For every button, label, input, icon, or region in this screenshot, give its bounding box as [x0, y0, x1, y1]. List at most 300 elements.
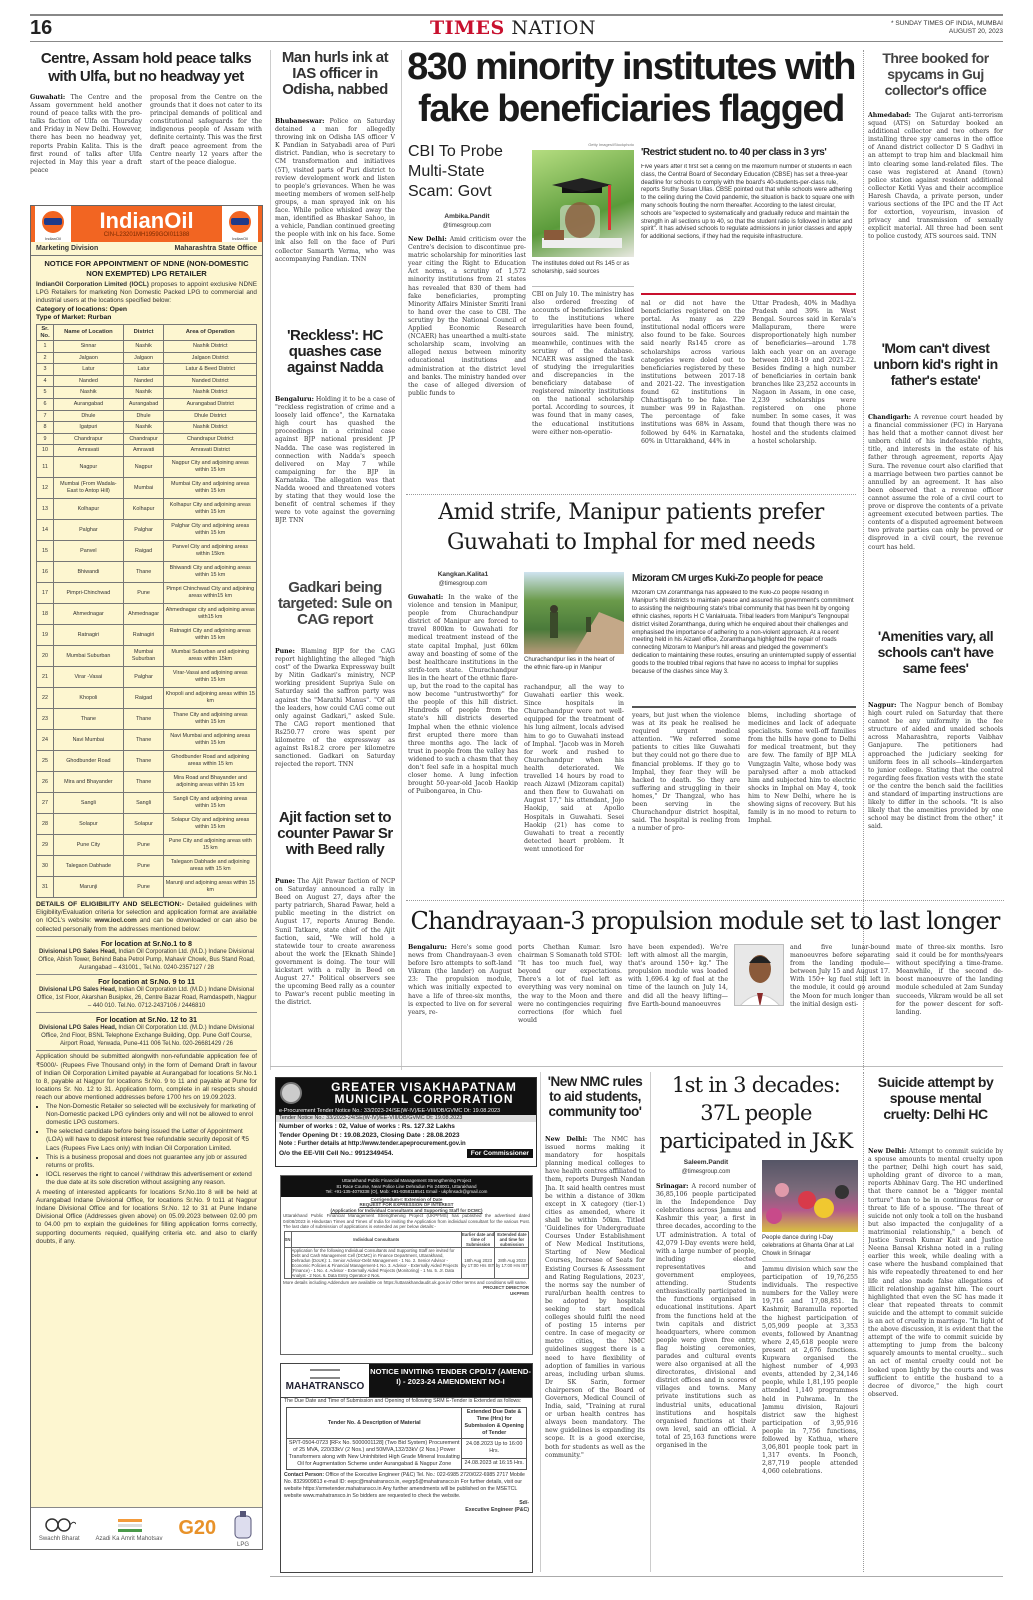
headline-minority: 830 minority institutes with fake beneficiaries flagged: [407, 46, 855, 130]
byline-jk: Saleem.Pandit @timesgroup.com: [681, 1159, 731, 1175]
iocl-meeting: A meeting of interested applicants for locations Sr.No.1to 8 will be held at Aurangabad Indane Divisional Office, for locations Sr.No. 9 to11 at Nagpur Indane Divisional Office and for locations Sr.No. 12 to 31 at Pune Indane Divisional Office (Addresses given above) on 05.09.2023 between 02.00 pm to 04.00 pm to explain the guidelines for filling application forms correctly, supporting documents requied, qualifying criteria etc. and also to clarify doubts, if any.: [36, 1188, 257, 1245]
table-cell: 7: [37, 410, 54, 422]
gvmc-title2: MUNICIPAL CORPORATION: [334, 1092, 514, 1106]
gvmc-note: Note : Further details at http://www.tender.apeprocurement.gov.in: [279, 1141, 466, 1147]
table-cell: Khopoli and adjoining areas within 15 km: [164, 687, 257, 708]
photo-caption-minority: The institutes doled out Rs 145 cr as scholarship, said sources: [532, 261, 630, 275]
subhead-minority: CBI To Probe Multi-State Scam: Govt: [408, 143, 503, 200]
table-cell: Ahmednagar city and adjoining areas with15 km: [164, 603, 257, 624]
soldiers-on-road-image: [524, 572, 624, 654]
table-cell: 31: [37, 876, 54, 897]
table-cell: Palghar: [54, 519, 124, 540]
table-row: [37, 708, 257, 729]
edition-name: * SUNDAY TIMES OF INDIA, MUMBAI: [891, 20, 1003, 27]
table-cell: Pune: [123, 582, 164, 603]
gvmc-works: Number of works : 02, Value of works : Rs. 127.32 Lakhs: [279, 1123, 455, 1130]
photo-credit: Getty Images/iStockphoto: [588, 142, 634, 147]
article-minority-col1: New Delhi: Amid criticism over the Centre's decision to discontinue pre-matric scholarship for minorities last year citing the Right to Education Act norms, a scrutiny of 1,572 minority institutions from 21 states has revealed that 830 of them had fake beneficiaries, prompting Minority Affairs Minister Smriti Irani to hand over the case to CBI. The scrutiny by the National Council of Applied Economic Research (NCAER) has unearthed a multi-state scholarship scam, involving an alleged nexus between minority educational institutions and administration at the district level and banks. The ministry handed over the case of alleged diversion of public funds to: [408, 236, 526, 397]
portrait-image: [735, 945, 784, 1006]
mahatransco-sign2: Executive Engineer (P&C): [465, 1507, 529, 1513]
table-cell: Panvel City and adjoining areas within 15km: [164, 540, 257, 561]
table-cell: Ratnagiri: [54, 624, 124, 645]
table-header: Area of Operation: [164, 325, 257, 341]
iocl-division: Marketing Division: [36, 245, 99, 252]
table-row: [37, 364, 257, 376]
indianoil-logo-icon: [226, 208, 254, 236]
waves-icon: [310, 1369, 340, 1379]
article-nmc: New Delhi: The NMC has issued norms making it mandatory for hospitals planning medical colleges to have health centres affiliated to them, reports Durgesh Nandan Jha. It said health centres must be within a distance of 30km except in X category (tier-1) cities as amended, where it shall be within 50km. Titled 'Guidelines for Undergraduate Courses Under Establishment of New Medical Institutions, Starting of New Medical Courses, Increase of Seats for Existing Courses & Assessment and Rating Regulations, 2023', the norms say the number of rural/urban health centres to be adopted by hospitals seeking to start medical colleges should fulfil the need of posting 15 interns per centre. In case of megacity or metro cities, the NMC guidelines suggest there is a need to have flexibility of adoption of families in various areas, including urban slums. Dr SK Sarin, former chairperson of the Board of Governors, Medical Council of India, said, "Training at rural or urban health centres has always been mandatory. The new guidelines is expanding its scope. It is a good exercise, both for students as well as the community.": [545, 1136, 645, 1459]
table-cell: Aurangabad: [54, 398, 124, 410]
dateline: Guwahati:: [30, 94, 66, 101]
table-cell: Latur: [54, 364, 124, 376]
table-cell: Dhule: [123, 410, 164, 422]
iocl-market: Type of Market: Rurban: [36, 313, 112, 321]
table-cell: Chandrapur: [54, 433, 124, 445]
table-cell: Thane: [123, 729, 164, 750]
table-cell: Solapur City and adjoining areas within 15 km: [164, 813, 257, 834]
table-row: [37, 729, 257, 750]
byline-manipur: Kangkan.Kalita1 @timesgroup.com: [437, 571, 489, 587]
table-cell: Mumbai City and adjoining areas within 15 km: [164, 477, 257, 498]
article-ajit: Pune: The Ajit Pawar faction of NCP on Saturday announced a rally in Beed on August 27, days after the party patriarch, Sharad Pawar, held a public meeting in the district on August 17, reports Anurag Bende. Sunil Tatkare, state chief of the Ajit faction, said, "We will hold a statewide tour to create awareness about the work the [Eknath Shinde] government is doing. The tour will kickstart with a rally in Beed on August 27." Political observers see the upcoming Beed rally as a counter to Pawar's recent public meeting in the district.: [275, 878, 395, 1007]
table-cell: 6: [37, 398, 54, 410]
table-cell: Mumbai: [123, 477, 164, 498]
table-header: Sr. No.: [37, 325, 54, 341]
table-row: [37, 477, 257, 498]
iocl-header: [31, 206, 262, 242]
article-mizoram: Mizoram CM Zoramthanga has appealed to the Kuki-Zo people residing in Manipur's hill districts to maintain peace and assured his government's commitment to assisting the neighbouring state's tribal community that has been hit by ongoing ethnic clashes, reports H C Vanlalruata. Tribal leaders from Manipur's Tengnoupal district visited Zoramthanga, during which he enquired about their challenges and emphasised the importance of adhering to a non-violent approach. At a recent meeting held in his Aizawl office, Zoramthanga highlighted the repair of roads connecting Mizoram to Manipur's hill areas and pledged the government's dedication to maintaining these routes, ensuring an uninterrupted supply of essential goods to the troubled tribal regions that have no access to Imphal for supplies because of the clashes since May 3.: [632, 590, 856, 676]
condition-item: ▪ This is a business proposal and does not guarantee any job or assured returns or profits.: [46, 1154, 257, 1170]
table-cell: 4: [37, 375, 54, 387]
table-row: [37, 813, 257, 834]
table-row: [37, 792, 257, 813]
mahatransco-logo: MAHATRANSCO: [281, 1364, 369, 1397]
table-cell: 19: [37, 624, 54, 645]
table-cell: Pune City and adjoining areas with 15 km: [164, 834, 257, 855]
gvmc-tender-ad: [275, 1077, 537, 1167]
table-row: [37, 398, 257, 410]
caption-rule: [532, 286, 634, 287]
headline-chandrayaan: Chandrayaan-3 propulsion module set to last longer: [410, 907, 1000, 935]
body-text: The Centre and the Assam government held another round of peace talks with the pro-talks faction of Ulfa on Thursday and Friday in New Delhi. However, there has been no headway yet, reports Prabin Kalita. This is the first round of talks after Ulfa rejected in May this year a draft peace: [30, 94, 142, 174]
mahatransco-tender-ad: [280, 1363, 533, 1573]
table-row: [37, 410, 257, 422]
table-cell: Sangli: [123, 792, 164, 813]
table-cell: Dhule District: [164, 410, 257, 422]
photo-caption-jk: People dance during I-Day celebrations at Ghanta Ghar at Lal Chowk in Srinagar: [762, 1235, 854, 1257]
column-divider: [650, 1072, 651, 1572]
section-rule: [270, 1066, 1003, 1067]
table-cell: Talegaon Dabhade: [54, 855, 124, 876]
gvmc-dates: Tender Opening Dt : 19.08.2023, Closing Date : 28.08.2023: [279, 1132, 460, 1139]
table-cell: Sangli City and adjoining areas within 15 km: [164, 792, 257, 813]
table-row: [37, 582, 257, 603]
page-number: 16: [30, 17, 53, 39]
table-cell: 13: [37, 498, 54, 519]
table-cell: Sinnar: [54, 341, 124, 353]
isro-chairman-photo: [734, 944, 784, 1006]
table-cell: 8: [37, 422, 54, 434]
table-row: [37, 352, 257, 364]
headline-unborn: 'Mom can't divest unborn kid's right in father's estate': [873, 340, 998, 388]
azadi-ka-amrit-mahotsav-logo: Azadi Ka Amrit Mahotsav: [95, 1516, 162, 1542]
column-divider: [401, 50, 402, 1070]
table-cell: Ahmednagar: [54, 603, 124, 624]
iocl-footer-logos: [31, 1507, 262, 1549]
section-rule: [406, 900, 1004, 901]
table-cell: 22: [37, 687, 54, 708]
table-cell: Nagpur: [54, 456, 124, 477]
table-cell: Jalgaon: [123, 352, 164, 364]
table-row: [37, 341, 257, 353]
table-cell: 16: [37, 561, 54, 582]
article-manipur-col1: Guwahati: In the wake of the violence and tension in Manipur, people from Churachandpur district of Manipur are forced to travel 800km to Guwahati for medical treatment instead of the state capital Imphal, just 60km away and boasting of some of the best healthcare institutions in the strife-torn state. Churachandpur lies in the heart of the ethnic flare-up, but the road to the capital has now become "untrustworthy" for the people of this hill district. Hundreds of people from the state's hill districts deserted Imphal when the ethnic violence first erupted there more than three months ago. The lack of trust in people from the valley has widened to such a chasm that they don't feel safe in a hospital much closer home. A lung infection brought 50-year-old Jacob Haokip of Puibongarea, in Chu-: [408, 594, 518, 796]
article-manipur-col3: years, but just when the violence was at its peak he realised he required urgent medical attention. "We referred some patients to cities like Guwahati but they could not go there due to financial problems. If they go to Imphal, they fear they will be hacked to death. So they are suffering and struggling in their homes," Dr Thangzal, who has been serving in the Churachandpur district hospital, said. The hospital is reeling from a number of pro-: [632, 712, 740, 833]
table-header: Name of Location: [54, 325, 124, 341]
column-divider: [540, 1072, 541, 1572]
article-ulfa-col1: [30, 94, 142, 199]
table-row: [37, 624, 257, 645]
table-row: [37, 387, 257, 399]
table-cell: Jalgaon District: [164, 352, 257, 364]
table-cell: Panvel: [54, 540, 124, 561]
article-minority-col2: CBI on July 10. The ministry has also ordered freezing of accounts of beneficiaries linked to the institutions where irregularities have been found, sources said. The ministry, meanwhile, continues with the scrutiny of the database. NCAER was assigned the task of studying the irregularities and discrepancies in the beneficiary database of registered minority institutions on the national scholarship portal. According to sources, it was found that in many cases, the educational institutions were either non-operatio-: [532, 291, 634, 436]
table-cell: Nagpur: [123, 456, 164, 477]
article-gadkari: Pune: Blaming BJP for the CAG report highlighting the alleged "high cost" of the Dwarka Expressway built by Nitin Gadkari's ministry, NCP working president Supriya Sule on Saturday said the saffron party was against the "Marathi Manus". "Of all the leaders, how could CAG come out only against Gadkari," asked Sule. The CAG report mentioned that Rs250.77 crore was spent per kilometre of the expressway as against Rs18.2 crore per kilometre sanctioned. Gadkari on Saturday rejected the report. TNN: [275, 648, 395, 769]
table-cell: Solapur: [123, 813, 164, 834]
table-cell: Thane: [123, 561, 164, 582]
table-cell: Raigad: [123, 540, 164, 561]
table-cell: Amravati: [123, 445, 164, 457]
article-jk-col2: Jammu division which saw the participation of 19,76,255 individuals. The respective numbers for the Valley were 19,716 and 17,08,851. In Kashmir, Baramulla reported the highest participation of 5,05,909 people at 3,353 events, followed by Anantnag where 2,45,618 people were present at 2,676 functions. Kupwara organised the highest number of 4,993 events, attended by 2,34,146 people, while 1,81,195 people attended 1,140 programmes held in Pulwama. In the Jammu division, Rajouri district saw the highest participation of 3,95,916 people in 7,756 functions, followed by Kathua, where 3,06,801 people took part in 1,317 events. In Poonch, 2,87,719 people attended 4,060 celebrations.: [762, 1266, 858, 1476]
ukpfms-sign2: UKPFMS: [510, 1290, 529, 1296]
table-row: [37, 445, 257, 457]
article-manipur-col4: blems, including shortage of medicines and lack of adequate specialists. Some well-off families from the hills have gone to Delhi for medical treatment, but they are few. The family of BJP MLA Vungzagin Valte, whose body was paralysed after a mob attacked him and subjected him to electric shocks in Imphal on May 4, took him to New Delhi, where he is showing signs of recovery. But his family is in no mood to return to Imphal.: [748, 712, 856, 825]
table-cell: Talegaon Dabhade and adjoining areas with 15 km: [164, 855, 257, 876]
mahatransco-intro: The Due Date and Time of Submission and Opening of following SRM E-Tender is Extended as follows:: [284, 1398, 522, 1404]
table-cell: Navi Mumbai: [54, 729, 124, 750]
table-row: [37, 375, 257, 387]
table-cell: 27: [37, 792, 54, 813]
table-cell: 15: [37, 540, 54, 561]
indianoil-logo-icon: [39, 208, 67, 236]
gvmc-signoff: For Commissioner: [467, 1149, 533, 1158]
table-cell: Latur & Beed District: [164, 364, 257, 376]
table-cell: Mumbai Suburban and adjoining areas within 15km: [164, 645, 257, 666]
ukpfms-title3: (Application for Individual Consultants and Supporting Staff for DCMC): [330, 1207, 483, 1213]
table-row: [37, 687, 257, 708]
table-cell: Bhiwandi: [54, 561, 124, 582]
article-chandrayaan-col5: mate of three-six months. Isro said it could be for months/years without specifying a time-frame. Meanwhile, if the second de-boost manoeuvre of the landing module scheduled at 2am Sunday succeeds, Vikram would be all set for the power descent for soft-landing.: [896, 944, 1003, 1016]
table-cell: Dhule: [54, 410, 124, 422]
article-ulfa-col2: [150, 94, 262, 199]
article-manipur-col2: rachandpur, all the way to Guwahati earlier this week. Since hospitals in Churachandpur were not well-equipped for the treatment of his lung ailment, locals advised him to go to Guwahati instead of Imphal. "Jacob was in Moreh for work and rushed to Churachandpur when his health deteriorated. We travelled 14 hours by road to reach Aizawl (Mizoram capital) and then flew to Guwahati on August 17," his attendant, Jojo Haokip, said at Apollo Hospitals in Guwahati. Sesei Haokip (21) has come to Guwahati to treat a recently detected heart problem. It went unnoticed for: [524, 684, 624, 853]
table-row: [37, 855, 257, 876]
bottom-rule: [270, 1576, 1003, 1577]
table-cell: Pimpri-Chinchwad: [54, 582, 124, 603]
table-cell: Sangli: [54, 792, 124, 813]
table-row: [37, 540, 257, 561]
headline-spycams: Three booked for spycams in Guj collector's office: [882, 50, 989, 98]
iday-celebration-photo: [762, 1160, 858, 1232]
masthead-rule: [30, 41, 1003, 42]
table-cell: Kolhapur: [54, 498, 124, 519]
table-cell: 24: [37, 729, 54, 750]
table-cell: Ratnagiri City and adjoining areas within 15 km: [164, 624, 257, 645]
ukpfms-intro: Uttarakhand Public Financial Management Strengthening Project (UKPFMS) has published the advertised dated 04/08/2023 in Hindustan Times and Times of India for inviting the Application from individual consultant for the various Post. The last date of submission of applications is extended as per below details:-: [283, 1213, 530, 1229]
headline-cbse: 'Restrict student no. to 40 per class in 3 yrs': [641, 147, 827, 158]
ukpfms-title1: Corrigendum-I: Extension of Date: [370, 1196, 443, 1202]
iocl-cin: CIN-L23201MH1959GOI011388: [103, 232, 190, 238]
article-nadda: Bengaluru: Holding it to be a case of "reckless registration of crime and a loosely laid offence", the Karnataka high court has quashed the proceedings in a criminal case against BJP national president JP Nadda. The case was registered in connection with Nadda's speech delivered on May 7 while campaigning for the BJP in Karnataka. The allegation was that Nadda wooed and threatened voters by stating that they would lose the benefit of central schemes if they were to vote against the governing BJP. TNN: [275, 396, 395, 525]
table-cell: Solapur: [54, 813, 124, 834]
table-cell: Thane City and adjoining areas within 15 km: [164, 708, 257, 729]
article-cbse: Five years after it first set a ceiling on the maximum number of students in each class, the Central Board of Secondary Education (CBSE) has set a three-year deadline for schools to comply with the board's 40-students-per-class rule, reports Sruthy Susan Ullas. CBSE pointed out that while schools were adhering to the ceiling during the Covid pandemic, the situation is back to square one with many schools flouting the norm thereafter. According to the latest circular, schools are "expected to systematically and gradually reduce and maintain the strength in all sections up to 40, so that the student ratio is followed in letter and spirit". It has advised schools to regulate admissions in junior classes and apply for additional sections, if they had the requisite infrastructure.: [641, 164, 855, 241]
table-cell: Pune: [123, 834, 164, 855]
iocl-office: Maharashtra State Office: [174, 245, 257, 252]
table-cell: Marunji and adjoining areas within 15 km: [164, 876, 257, 897]
table-cell: Palghar City and adjoining areas within 15 km: [164, 519, 257, 540]
office-heading: For location at Sr.No.1 to 8: [36, 936, 257, 948]
gvmc-notice-line2: Tender Notice No.: 33/2023-24/SE(W-IV)/EE-VIII/DB/GVMC Dt: 19.08.2023: [276, 1115, 536, 1122]
edition-info: [891, 20, 1003, 36]
table-row: [37, 750, 257, 771]
office-address: Divisional LPG Sales Head, Indian Oil Corporation Ltd. (M.D.) Indane Divisional Office, 1st Floor, Akarshan Busiplex, 26, Centre Bazar Road, Ramdaspeth, Nagpur – 440 010. Tel.No. 0712-2437106 / 2446810: [36, 987, 257, 1010]
table-cell: Aurangabad District: [164, 398, 257, 410]
table-cell: 30: [37, 855, 54, 876]
mizoram-rule: [632, 706, 856, 708]
table-cell: Raigad: [123, 687, 164, 708]
table-row: [37, 498, 257, 519]
swachh-bharat-logo: Swachh Bharat: [39, 1516, 80, 1542]
section-rule: [406, 494, 856, 495]
headline-manipur: Amid strife, Manipur patients prefer Guwahati to Imphal for med needs: [438, 500, 824, 555]
table-cell: Thane: [54, 708, 124, 729]
table-cell: Marunji: [54, 876, 124, 897]
table-cell: Nagpur City and adjoining areas within 15 km: [164, 456, 257, 477]
table-row: [37, 422, 257, 434]
mahatransco-sign1: Sd/-: [519, 1500, 529, 1506]
table-cell: Nashik: [54, 387, 124, 399]
headline-nadda: 'Reckless': HC quashes case against Nadda: [286, 328, 384, 376]
iocl-intro: IndianOil Corporation Limited (IOCL) proposes to appoint exclusive NDNE LPG Retailers for marketing Non Domestic Packed LPG to commercial and industrial users at the locations specified below:: [36, 281, 257, 305]
dancing-crowd-image: [762, 1160, 858, 1232]
headline-jk: 1st in 3 decades: 37L people participated in J&K: [659, 1073, 853, 1153]
ukpfms-sign1: PROJECT DIRECTOR: [483, 1285, 529, 1290]
article-minority-col3: nal or did not have the beneficiaries registered on the portal. As many as 229 institutional nodal officers were also found to be fake. Sources said nearly Rs145 crore as scholarships across various categories were doled out to beneficiaries registered by these institutions between 2017-18 and 2021-22. The investigation found 62 institutions in Chhattisgarh to be fake. The number was 99 in Rajasthan. The percentage of fake institutions was 68% in Assam, followed by 64% in Karnataka, 60% in Uttarakhand, 44% in: [641, 300, 745, 445]
table-cell: Thane: [123, 750, 164, 771]
iocl-application: Application should be submitted alongwith non-refundable application fee of ₹5000/- (Rupees Five Thousand only) in the form of Demand Draft in favour of Indian Oil Corporation Limited payable at Aurangabad for locations Sr.No.1 to 8, payable at Nagpur for locations Sr.No. 9 to 11 and payable at Pune for locations Sr. No. 12 to 31. Application form, complete in all respects should reach our above mentioned addresses before 1700 hrs on 19.09.2023.: [36, 1050, 257, 1102]
office-address: Divisional LPG Sales Head, Indian Oil Corporation Ltd. (M.D.) Indane Divisional Office, Abish Tower, Behind Baba Petrol Pump, Mahavir Chowk, Bus Stand Road, Aurangabad – 431001., Tel.No. 0240-2357127 / 28: [38, 948, 255, 971]
ukpfms-table: SN Individual Consultants Earlier date and time of Submission Extended date and time for submission Application for the following Individual Consultants and Supporting Staff are invited for Debt and Cash Management Cell (DCMC) in Finance Department, Uttarakhand, Dehradun (DoUK): 1. Senior Advisor-Debt Management - 1 No. 2. Senior Advisor - Economic Policies & Financial Management-1 No. 3. Advisor - Externally Aided Projects (Finance) - 1 No. 4. Advisor - Externally Aided Projects (Monitoring) - 1 No. 5. Jr. Data Analyst - 2 Nos. 6. Data Entry Operator-2 Nos. 18th Aug 2023 by 17:00 Hrs IST 28th Aug 2023 by 17:00 Hrs IST: [284, 1231, 529, 1278]
table-cell: 5: [37, 387, 54, 399]
table-cell: Mumbai Suburban: [123, 645, 164, 666]
article-suicide: New Delhi: Attempt to commit suicide by a spouse amounts to mental cruelty upon the partner, Delhi high court has said, upholding grant of divorce to a man, reports Abhinav Garg. The HC underlined that there cannot be a "bigger mental torture" than to be in continuous fear or threat to life of a spouse. "The threat of suicide not only took a toll on the husband but also impacted the conjugality of a matrimonial relationship," a bench of Justice Suresh Kumar Kait and Justice Neena Bansal Krishna noted in a ruling earlier this week, while dealing with a case where the husband complained that his wife repeatedly threatened to end her life and also made false allegations of illicit relationship against him. The court highlighted that even the SC has made it clear that repeated threats to commit suicide and the attempt to commit suicide is an act of cruelty in marriage. "In light of the above discussion, it is evident that the attempt of the wife to commit suicide by attempting to jump from the balcony squarely amounts to mental cruelty... such an act of mental cruelty could not be looked upon lightly by the courts and was sufficient to entitle the husband to a decree of divorce," the high court observed.: [868, 1148, 1003, 1398]
table-cell: 21: [37, 666, 54, 687]
headline-nmc: 'New NMC rules to aid students, community too': [547, 1074, 643, 1119]
table-row: [37, 876, 257, 897]
locations-table: [36, 324, 257, 898]
table-cell: Khopoli: [54, 687, 124, 708]
iocl-advertisement: [30, 205, 263, 1550]
table-cell: Latur: [123, 364, 164, 376]
table-header: District: [123, 325, 164, 341]
table-cell: Mumbai (From Wadala-East to Antop Hill): [54, 477, 124, 498]
table-cell: 26: [37, 771, 54, 792]
lpg-cylinder-logo: LPG: [232, 1510, 254, 1548]
condition-item: ▪ The Non-Domestic Retailer so selected will be exclusively for marketing of Non-Domestic packed LPG cylinders only and will not be allowed to enrol domestic LPG customers.: [46, 1103, 257, 1128]
article-ink: Bhubaneswar: Police on Saturday detained a man for allegedly throwing ink on Odisha IAS officer V K Pandian in Satyabadi area of Puri district. Pandian, who is secretary to CM transformation and initiatives (5T), visited parts of Puri district to review development work and listen to people's grievances. When he was meeting members of women self-help groups, a man sprayed ink on his face. While police whisked away the man, identified as Bhaskar Sahoo, in a vehicle, Pandian continued greeting the people with ink on his face. Some ink also fell on the face of Puri collector Samarth Verma, who was accompanying Pandian. TNN: [275, 118, 395, 263]
iocl-eligibility: DETAILS OF ELIGIBILITY AND SELECTION:- Detailed guidelines with Eligibility/Evaluation criteria for selection and application format are available on IOCL's website: www.iocl.com and can be downloaded or can also be collected personally from the addresses mentioned below:: [36, 900, 258, 933]
article-chandrayaan-col2: ports Chethan Kumar. Isro chairman S Somanath told STOI: "It has too much fuel, way beyond our expectations. There's a lot of fuel left as everything was very nominal on the way to the Moon and there were no contingencies requiring corrections (for which fuel would: [518, 944, 622, 1024]
table-cell: Bhiwandi City and adjoining areas within 15 km: [164, 561, 257, 582]
office-heading: For location at Sr.No. 9 to 11: [36, 974, 257, 986]
table-cell: Igatpuri: [54, 422, 124, 434]
table-cell: Ghodbunder Road: [54, 750, 124, 771]
table-cell: Pune: [123, 855, 164, 876]
table-row: [37, 519, 257, 540]
table-cell: 11: [37, 456, 54, 477]
table-cell: Chandrapur: [123, 433, 164, 445]
table-cell: 23: [37, 708, 54, 729]
body-text: proposal from the Centre on the grounds that it does not cater to its principal demands of political and constitutional safeguards for the indigenous people of Assam with definite certainty. This was the first draft peace agreement from the Centre nearly 12 years after the start of the peace dialogue.: [150, 94, 262, 166]
column-divider: [863, 1072, 864, 1572]
table-cell: Amravati: [54, 445, 124, 457]
ukpfms-title2: REQUEST FOR EXPRESSION OF INTEREST: [359, 1202, 454, 1207]
top-rule: [30, 14, 1003, 16]
table-cell: Nanded: [54, 375, 124, 387]
table-row: [37, 645, 257, 666]
headline-ink: Man hurls ink at IAS officer in Odisha, nabbed: [281, 50, 389, 98]
scholarship-photo: [532, 150, 634, 257]
table-cell: Nashik: [123, 387, 164, 399]
table-row: [37, 456, 257, 477]
table-cell: Ahmednagar: [123, 603, 164, 624]
article-minority-col4: Uttar Pradesh, 40% in Madhya Pradesh and 39% in West Bengal. Sources said in Kerala's Mallapuram, there were disproportionately high number of beneficiaries—around 1.78 lakh each year on an average between 2018-19 and 2021-22. Besides finding a high number of beneficiaries in certain bank branches like 23,252 accounts in Nagaon in Assam, in one case, 2,239 scholarships were registered on one phone number. In some cases, it was found that though there was no hostel and the students claimed a hostel scholarship.: [752, 300, 856, 445]
section-nation: NATION: [511, 17, 596, 39]
iocl-brand: IndianOil: [99, 208, 194, 233]
table-cell: 20: [37, 645, 54, 666]
table-cell: Nashik District: [164, 387, 257, 399]
headline-fees: 'Amenities vary, all schools can't have same fees': [877, 628, 994, 676]
table-cell: 14: [37, 519, 54, 540]
article-chandrayaan-col3: have been expended). We're left with almost all the margin, that's around 150+ kg." The propulsion module was loaded with 1,696.4 kg of fuel at the time of the launch on July 14, and did all the heavy lifting—five Earth-bound manoeuvres: [628, 944, 728, 1008]
section-times: TIMES: [430, 17, 505, 39]
table-cell: Palghar: [123, 666, 164, 687]
table-cell: Navi Mumbai and adjoining areas within 15 km: [164, 729, 257, 750]
article-spycams: Ahmedabad: The Gujarat anti-terrorism squad (ATS) on Saturday booked an additional collector and two others for installing three spy cameras in the office of Anand district collector D S Gadhvi in an attempt to trap him and blackmail him into clearing some land-related files. The case was registered at Anand (town) police station against resident additional collector Ketki Vyas and their accomplice Haresh Chavda, a private person, under various sections of the IPC and the IT Act for extortion, voyeurism, invasion of privacy and transmission of sexually explicit material. All three had been sent to police custody, ATS sources said. TNN: [868, 112, 1003, 241]
ukpfms-contact: Tel: +91-135-4079338 (O), Mob: +91-9358118541 Email - ukpfmsadr@gmail.com: [325, 1189, 488, 1194]
table-cell: Virar-Vasai and adjoining areas within 15 km: [164, 666, 257, 687]
gvmc-title1: GREATER VISAKHAPATNAM: [331, 1080, 517, 1094]
table-cell: 18: [37, 603, 54, 624]
table-cell: Nanded: [123, 375, 164, 387]
ukpfms-address: 81 Race Course, Near Police Line Dehradun Pin 248001, Uttarakhand: [336, 1183, 477, 1189]
table-cell: Ghodbunder Road and adjoining areas within 15 km: [164, 750, 257, 771]
table-cell: Mira and Bhayander: [54, 771, 124, 792]
article-chandrayaan-col1: Bengaluru: Here's some good news from Chandrayaan-3 even before Isro attempts to soft-land Vikram (the lander) on August 23: The propulsion module, which was initially expected to have a life of three-six months, is expected to live on for several years, re-: [408, 944, 512, 1016]
churachandpur-photo: [524, 572, 624, 654]
edition-date: AUGUST 20, 2023: [948, 28, 1003, 35]
table-cell: Nashik District: [164, 341, 257, 353]
condition-item: ▪ The selected candidate before being issued the Letter of Appointment (LOA) will have to deposit interest free refundable security deposit of ₹5 Lacs (Rupees Five Lacs only) with Indian Oil Corporation Limited.: [46, 1128, 257, 1153]
table-cell: Chandrapur District: [164, 433, 257, 445]
article-jk-col1: Srinagar: A record number of 36,85,106 people participated in the Independence Day celebrations across Jammu and Kashmir this year, a first in three decades, according to the UT administration. A total of 42,079 I-Day events were held, with a large number of people, including elected representatives and government employees, attending. Students enthusiastically participated in the functions organised in educational institutions. Apart from the functions held at the twin capitals and district headquarters, where common people were given free entry, flag hoisting ceremonies, parades and cultural events were also organised at all the directorates, divisional and district offices and in scores of villages and towns. Many private institutions such as industrial units, educational institutions and hospitals organised functions at their own level, said an official. A total of 25,163 functions were organised in the: [656, 1183, 756, 1449]
iocl-offices: [36, 936, 257, 1049]
photo-caption-manipur: Churachandpur lies in the heart of the ethnic flare-up in Manipur: [524, 657, 615, 671]
table-cell: Kolhapur: [123, 498, 164, 519]
table-cell: 2: [37, 352, 54, 364]
table-row: [37, 603, 257, 624]
office-heading: For location at Sr.No. 12 to 31: [36, 1012, 257, 1024]
table-cell: Nashik: [123, 341, 164, 353]
g20-logo: G20: [178, 1517, 217, 1539]
ukpfms-org: Uttarakhand Public Financial Management Strengthening Project: [341, 1178, 472, 1183]
table-cell: 12: [37, 477, 54, 498]
table-cell: 25: [37, 750, 54, 771]
iocl-conditions: [46, 1103, 257, 1188]
headline-suicide: Suicide attempt by spouse mental cruelty: Delhi HC: [877, 1074, 994, 1122]
mahatransco-title: NOTICE INVITING TENDER CPD/17 (AMEND-I) - 2023-24 AMENDMENT NO-I: [369, 1364, 532, 1397]
table-row: [37, 666, 257, 687]
iocl-category: Category of locations: Open: [36, 305, 128, 313]
table-cell: Nashik District: [164, 422, 257, 434]
column-divider: [270, 50, 271, 1070]
headline-gadkari: Gadkari being targeted: Sule on CAG report: [277, 580, 392, 628]
table-cell: 29: [37, 834, 54, 855]
condition-item: ▪ IOCL reserves the right to cancel / withdraw this advertisement or extend the due date at its sole discretion without assigning any reason.: [46, 1171, 257, 1187]
byline-minority: Ambika.Pandit @timesgroup.com: [442, 213, 492, 229]
gvmc-notice-line: e-Procurement Tender Notice No.: 33/2023-24/SE(W-IV)/EE-VIII/DB/GVMC Dt: 19.08.2023: [276, 1108, 536, 1115]
table-cell: Nashik: [123, 422, 164, 434]
table-cell: Mira Road and Bhayander and adjoining areas within 15 km: [164, 771, 257, 792]
headline-ajit: Ajit faction set to counter Pawar Sr with Beed rally: [277, 810, 393, 858]
table-cell: 9: [37, 433, 54, 445]
cbse-red-rule: [641, 293, 856, 295]
table-cell: Mumbai Suburban: [54, 645, 124, 666]
table-cell: Palghar: [123, 519, 164, 540]
iocl-notice-title: NOTICE FOR APPOINTMENT OF NDNE (NON-DOMESTIC NON EXEMPTED) LPG RETAILER: [44, 259, 249, 278]
table-cell: 10: [37, 445, 54, 457]
table-cell: 17: [37, 582, 54, 603]
ukpfms-more: More details including Addendum are available on https://uttarakhandaudit.uk.gov.in/ Other terms and conditions will same.: [283, 1279, 528, 1285]
mahatransco-contact: Contact Person: Office of the Executive Engineer (P&C) Tel. No.: 022-6985 2720/022-6985 2717 Mobile No. 8329909813 e-mail ID: eepc@mahatransco.in, eegrp5@mahatransco.in For further details, visit our website https://srmetender.mahatransco.in Any further amendments will be published on the MSETCL website www.mahatransco.in So bidders are requested to check the website.: [284, 1472, 525, 1499]
gvmc-cell: O/o the EE-VIII Cell No.: 9912349454.: [279, 1150, 394, 1157]
table-cell: Kolhapur City and adjoining areas within 15 km: [164, 498, 257, 519]
table-row: [37, 433, 257, 445]
article-fees: Nagpur: The Nagpur bench of Bombay high court ruled on Saturday that there cannot be any uniformity in the fee structure of aided and unaided schools across Maharashtra, reports Vaibhav Ganjapure. The petitioners had approached the judiciary seeking for uniform fees in all schools—kindergarten to junior college. Stating that the control regarding fees fixation vests with the state or the centre the bench said the facilities and standard of imparting instructions are likely to differ in the schools. "It is also likely that the amenities provided by one school may be distinct from the other," it said.: [868, 702, 1003, 831]
gvmc-seal-icon: [280, 1082, 302, 1104]
table-cell: Thane: [123, 708, 164, 729]
indianoil-logo-left: IndianOil: [35, 206, 71, 242]
table-cell: Pune City: [54, 834, 124, 855]
iocl-website-link[interactable]: www.iocl.com: [94, 917, 137, 925]
table-cell: 1: [37, 341, 54, 353]
section-title: [430, 17, 596, 39]
table-row: [37, 834, 257, 855]
headline-mizoram: Mizoram CM urges Kuki-Zo people for peace: [632, 573, 823, 584]
mahatransco-table: Tender No. & Description of Material Extended Due Date & Time (Hrs) for Submission & Opening of Tender SP/T-0504-0723 [RFx No. 5000001128] (Two Bid System) Procurement of 25 MVA, 220/33kV (2 Nos.) and 50MVA,132/33kV (2 Nos.) Power Transformers along with New Uninhibited High Grade Mineral Insulating Oil for Augmentation Scheme under Aurangabad & Nagpur Zone 24.08.2023 Up to 16:00 Hrs. 24.08.2023 at 16:15 Hrs.: [286, 1407, 527, 1470]
headline-ulfa: Centre, Assam hold peace talks with Ulfa, but no headway yet: [40, 50, 252, 85]
article-chandrayaan-col4: and five lunar-bound manoeuvres before separating from the landing module—between July 15 and August 17. With 150+ kg fuel still left in the module, it could go around the Moon for much longer than the initial design esti-: [790, 944, 890, 1008]
table-cell: Amravati District: [164, 445, 257, 457]
table-cell: Thane: [123, 771, 164, 792]
table-cell: Nanded District: [164, 375, 257, 387]
article-unborn: Chandigarh: A revenue court headed by a financial commissioner (FC) in Haryana has held that a mother cannot divest her unborn child of his indefeasible rights, title, and interests in the estate of his father through agreement, reports Ajay Sura. The revenue court also clarified that a marriage between two parties cannot be annulled by an agreement. It has also been observed that a revenue officer cannot assume the role of a civil court to prove or disprove the contents of a private agreement executed between parties. The contents of a disputed agreement between two private parties can only be proved or disproved in a civil court, the revenue court has held.: [868, 414, 1003, 551]
table-cell: Aurangabad: [123, 398, 164, 410]
indianoil-logo-right: IndianOil: [222, 206, 258, 242]
office-address: Divisional LPG Sales Head, Indian Oil Corporation Ltd. (M.D.) Indane Divisional Office, 2nd Floor, BSNL Telephone Exchange Building, Opp. Pune Golf Course, Airport Road, Yerwada, Pune-411 006 Tel.No. 020-26681429 / 26: [38, 1025, 255, 1048]
